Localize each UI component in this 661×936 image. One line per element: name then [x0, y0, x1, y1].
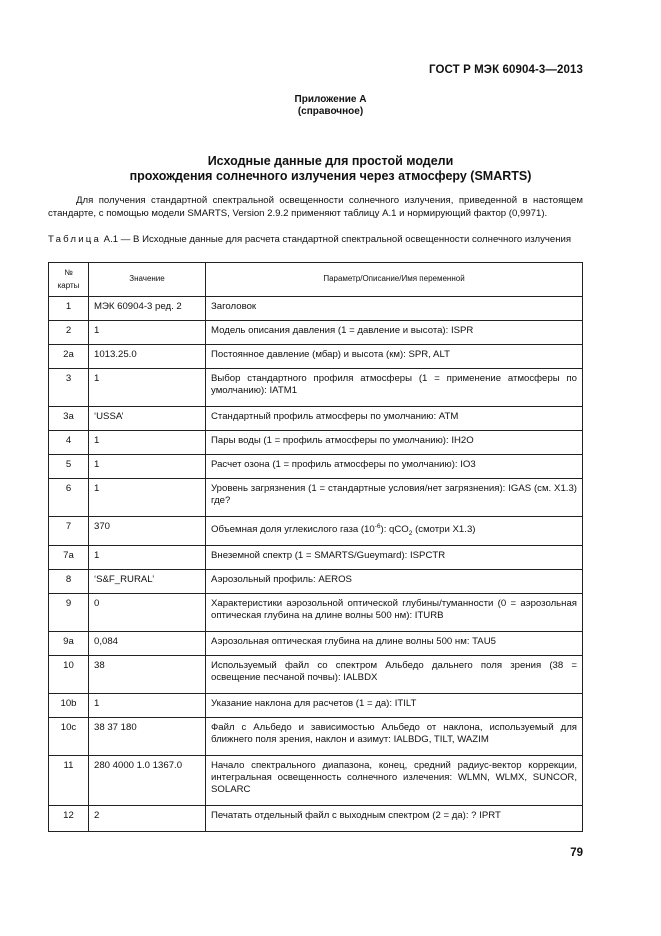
table-row — [49, 655, 583, 693]
table-caption — [48, 234, 583, 245]
card-description: Расчет озона (1 = профиль атмосферы по умолчанию): IO3 — [206, 455, 583, 479]
card-value: 38 37 180 — [89, 717, 206, 755]
card-description: Пары воды (1 = профиль атмосферы по умолчанию): IH2O — [206, 431, 583, 455]
desc-part: (смотри X1.3) — [412, 524, 476, 536]
card-number: 7a — [49, 545, 89, 569]
desc-part: Объемная доля углекислого газа (10 — [211, 524, 375, 536]
card-value: 0 — [89, 593, 206, 631]
card-value: 370 — [89, 517, 206, 546]
card-number: 9 — [49, 593, 89, 631]
card-number: 12 — [49, 805, 89, 831]
card-description: Модель описания давления (1 = давление и высота): ISPR — [206, 321, 583, 345]
document-title — [0, 154, 661, 184]
card-number: 9a — [49, 631, 89, 655]
smarts-input-table — [48, 262, 583, 832]
caption-text: А.1 — В Исходные данные для расчета стандартной спектральной освещенности солнечного излучения — [101, 234, 572, 245]
card-description: Аэрозольный профиль: AEROS — [206, 569, 583, 593]
table-row — [49, 755, 583, 805]
card-value: 1 — [89, 545, 206, 569]
table-row — [49, 805, 583, 831]
table-header-row — [49, 263, 583, 297]
card-description: Уровень загрязнения (1 = стандартные условия/нет загрязнения): IGAS (см. X1.3) где? — [206, 479, 583, 517]
table-row — [49, 545, 583, 569]
desc-part: ): qCO — [380, 524, 409, 536]
table-row — [49, 431, 583, 455]
card-number: 2 — [49, 321, 89, 345]
intro-text: Для получения стандартной спектральной освещенности солнечного излучения, приведенной в настоящем стандарте, с помощью модели SMARTS, Version 2.9.2 применяют таблицу А.1 и нормирующий фактор (0,9971). — [48, 195, 583, 219]
card-description: Указание наклона для расчетов (1 = да): ITILT — [206, 693, 583, 717]
table-row — [49, 345, 583, 369]
card-number: 6 — [49, 479, 89, 517]
table-row — [49, 369, 583, 407]
card-number: 4 — [49, 431, 89, 455]
table-row — [49, 455, 583, 479]
card-value: 1 — [89, 479, 206, 517]
card-value: 1 — [89, 431, 206, 455]
card-value: ‘S&F_RURAL’ — [89, 569, 206, 593]
table-row — [49, 717, 583, 755]
header-value: Значение — [89, 263, 206, 297]
card-number: 10 — [49, 655, 89, 693]
card-number: 11 — [49, 755, 89, 805]
card-number: 1 — [49, 297, 89, 321]
card-value: 1 — [89, 369, 206, 407]
card-description: Начало спектрального диапазона, конец, средний радиус-вектор коррекции, интегральная освещенность солнечного излечения: WLMN, WLMX, SUNCOR, SOLARC — [206, 755, 583, 805]
card-value: 38 — [89, 655, 206, 693]
card-description: Стандартный профиль атмосферы по умолчанию: ATM — [206, 407, 583, 431]
card-number: 10c — [49, 717, 89, 755]
subscript: 2 — [408, 530, 413, 538]
card-value: 1 — [89, 693, 206, 717]
card-value: 2 — [89, 805, 206, 831]
card-number: 7 — [49, 517, 89, 546]
card-number: 8 — [49, 569, 89, 593]
title-line-1: Исходные данные для простой модели — [207, 154, 454, 168]
card-number: 5 — [49, 455, 89, 479]
card-description: Выбор стандартного профиля атмосферы (1 = применение атмосферы по умолчанию): IATM1 — [206, 369, 583, 407]
table-row — [49, 517, 583, 546]
card-description: Заголовок — [206, 297, 583, 321]
appendix-label: Приложение А — [294, 94, 367, 105]
page-number: 79 — [570, 847, 583, 859]
card-description: Постоянное давление (мбар) и высота (км): SPR, ALT — [206, 345, 583, 369]
card-value: 1 — [89, 321, 206, 345]
card-description — [206, 517, 583, 546]
card-description: Аэрозольная оптическая глубина на длине волны 500 нм: TAU5 — [206, 631, 583, 655]
intro-paragraph — [48, 194, 583, 220]
superscript: -6 — [374, 523, 381, 530]
card-description: Печатать отдельный файл с выходным спектром (2 = да): ? IPRT — [206, 805, 583, 831]
table-row — [49, 593, 583, 631]
card-number: 10b — [49, 693, 89, 717]
table-row — [49, 297, 583, 321]
card-description: Файл с Альбедо и зависимостью Альбедо от наклона, используемый для ближнего поля зрения, наклон и азимут: IALBDG, TILT, WAZIM — [206, 717, 583, 755]
header-card-number: № карты — [49, 263, 89, 297]
appendix-note: (справочное) — [297, 106, 364, 117]
header-parameter: Параметр/Описание/Имя переменной — [206, 263, 583, 297]
table-row — [49, 407, 583, 431]
card-value: ‘USSA’ — [89, 407, 206, 431]
card-value: 0,084 — [89, 631, 206, 655]
caption-label: Таблица — [48, 234, 102, 245]
card-value: 280 4000 1.0 1367.0 — [89, 755, 206, 805]
standard-designation: ГОСТ Р МЭК 60904-3—2013 — [429, 64, 583, 76]
card-description: Используемый файл со спектром Альбедо дальнего поля зрения (38 = освещение песчаной почвы): IALBDX — [206, 655, 583, 693]
table-row — [49, 569, 583, 593]
table-row — [49, 693, 583, 717]
table-row — [49, 321, 583, 345]
card-number: 2a — [49, 345, 89, 369]
card-description: Внеземной спектр (1 = SMARTS/Gueymard): ISPCTR — [206, 545, 583, 569]
card-value: МЭК 60904-3 ред. 2 — [89, 297, 206, 321]
card-description: Характеристики аэрозольной оптической глубины/туманности (0 = аэрозольная оптическая глубина на длине волны 500 нм): ITURB — [206, 593, 583, 631]
card-number: 3 — [49, 369, 89, 407]
card-number: 3a — [49, 407, 89, 431]
title-line-2: прохождения солнечного излучения через атмосферу (SMARTS) — [129, 169, 532, 183]
table-row — [49, 631, 583, 655]
appendix-heading — [0, 94, 661, 118]
card-value: 1013.25.0 — [89, 345, 206, 369]
card-value: 1 — [89, 455, 206, 479]
table-row — [49, 479, 583, 517]
